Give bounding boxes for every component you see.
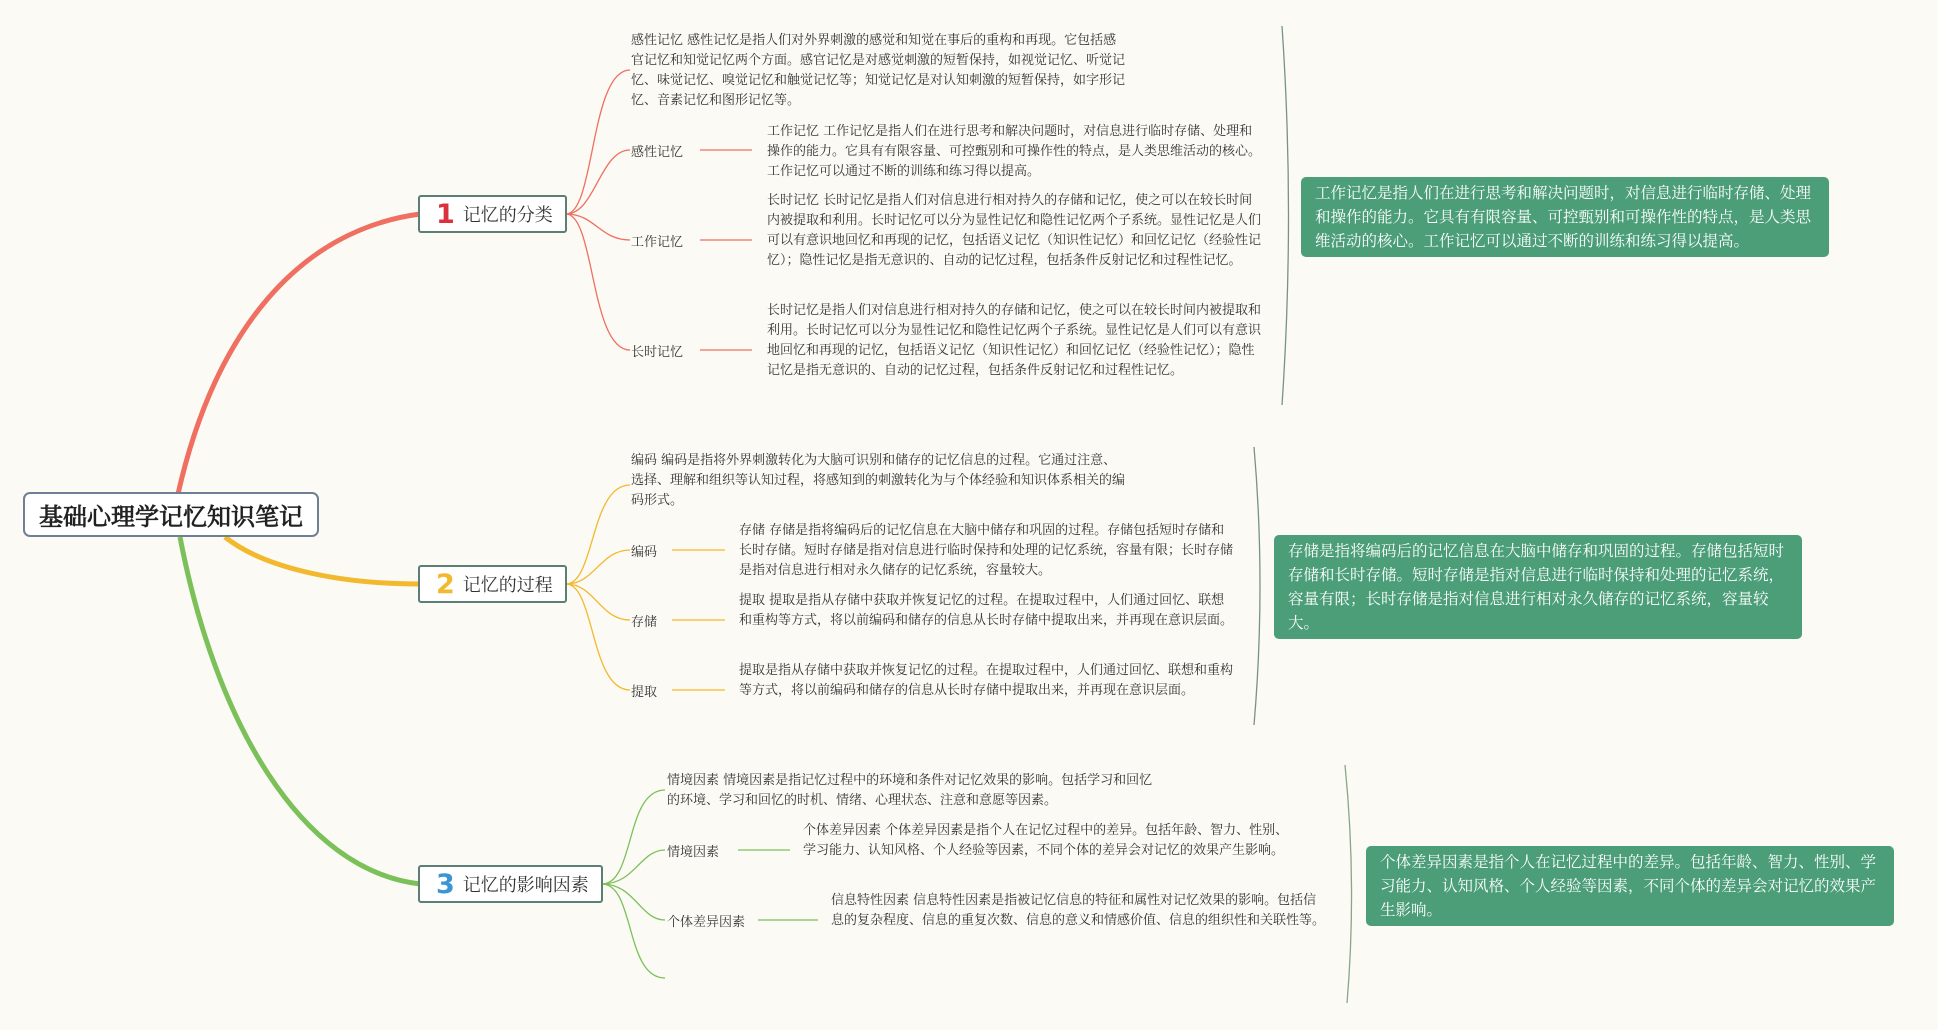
number-badge: 1 (436, 198, 455, 230)
branch-topic-classification[interactable] (418, 195, 567, 233)
node-label[interactable]: 感性记忆 (631, 145, 684, 160)
node-label[interactable]: 工作记忆 (631, 235, 684, 250)
node-text[interactable]: 工作记忆 工作记忆是指人们在进行思考和解决问题时，对信息进行临时存储、处理和操作的能力。它具有有限容量、可控甄别和可操作性的特点，是人类思维活动的核心。工作记忆可以通过不断的训练和练习得以提高。 (767, 124, 1262, 179)
node-label[interactable]: 提取 (631, 685, 658, 700)
node-label[interactable]: 情境因素 (667, 845, 720, 860)
node-text[interactable]: 提取是指从存储中获取并恢复记忆的过程。在提取过程中，人们通过回忆、联想和重构等方式，将以前编码和储存的信息从长时存储中提取出来，并再现在意识层面。 (739, 663, 1234, 698)
root-branch-2-connector (225, 537, 420, 584)
root-branch-3-connector (180, 537, 420, 884)
branch-topic-factors[interactable] (418, 865, 603, 903)
branch-topic-process[interactable] (418, 565, 567, 603)
number-badge: 2 (436, 568, 455, 600)
node-text[interactable]: 提取 提取是指从存储中获取并恢复记忆的过程。在提取过程中，人们通过回忆、联想和重构等方式，将以前编码和储存的信息从长时存储中提取出来，并再现在意识层面。 (739, 593, 1234, 628)
node-text[interactable]: 感性记忆 感性记忆是指人们对外界刺激的感觉和知觉在事后的重构和再现。它包括感官记忆和知觉记忆两个方面。感官记忆是对感觉刺激的短暂保持，如视觉记忆、听觉记忆、味觉记忆、嗅觉记忆和触觉记忆等；知觉记忆是对认知刺激的短暂保持，如字形记忆、音素记忆和图形记忆等。 (631, 33, 1126, 108)
summary-callout[interactable]: 存储是指将编码后的记忆信息在大脑中储存和巩固的过程。存储包括短时存储和长时存储。短时存储是指对信息进行临时保持和处理的记忆系统，容量有限；长时存储是指对信息进行相对永久储存的记忆系统，容量较大。 (1274, 535, 1802, 639)
topic-title: 记忆的分类 (462, 205, 553, 226)
branch-3-connectors (602, 790, 818, 978)
node-label[interactable]: 个体差异因素 (667, 915, 746, 930)
node-text[interactable]: 存储 存储是指将编码后的记忆信息在大脑中储存和巩固的过程。存储包括短时存储和长时存储。短时存储是指对信息进行临时保持和处理的记忆系统，容量有限；长时存储是指对信息进行相对永久储存的记忆系统，容量较大。 (739, 523, 1234, 578)
node-text[interactable]: 信息特性因素 信息特性因素是指被记忆信息的特征和属性对记忆效果的影响。包括信息的复杂程度、信息的重复次数、信息的意义和情感价值、信息的组织性和关联性等。 (831, 893, 1326, 928)
node-text[interactable]: 长时记忆 长时记忆是指人们对信息进行相对持久的存储和记忆，使之可以在较长时间内被提取和利用。长时记忆可以分为显性记忆和隐性记忆两个子系统。显性记忆是人们可以有意识地回忆和再现的记忆，包括语义记忆（知识性记忆）和回忆记忆（经验性记忆）；隐性记忆是指无意识的、自动的记忆过程，包括条件反射记忆和过程性记忆。 (767, 193, 1262, 268)
branch-2-connectors (566, 485, 725, 690)
node-text[interactable]: 情境因素 情境因素是指记忆过程中的环境和条件对记忆效果的影响。包括学习和回忆的环境、学习和回忆的时机、情绪、心理状态、注意和意愿等因素。 (667, 773, 1153, 808)
root-branch-1-connector (178, 214, 420, 494)
branch-1-connectors (566, 70, 752, 350)
root-topic[interactable]: 基础心理学记忆知识笔记 (23, 492, 319, 537)
node-text[interactable]: 长时记忆是指人们对信息进行相对持久的存储和记忆，使之可以在较长时间内被提取和利用。长时记忆可以分为显性记忆和隐性记忆两个子系统。显性记忆是人们可以有意识地回忆和再现的记忆，包括语义记忆（知识性记忆）和回忆记忆（经验性记忆）；隐性记忆是指无意识的、自动的记忆过程，包括条件反射记忆和过程性记忆。 (767, 303, 1262, 378)
node-text[interactable]: 个体差异因素 个体差异因素是指个人在记忆过程中的差异。包括年龄、智力、性别、学习能力、认知风格、个人经验等因素，不同个体的差异会对记忆的效果产生影响。 (803, 823, 1289, 858)
number-badge: 3 (436, 868, 455, 900)
node-label[interactable]: 存储 (631, 615, 658, 630)
summary-callout[interactable]: 工作记忆是指人们在进行思考和解决问题时，对信息进行临时存储、处理和操作的能力。它具有有限容量、可控甄别和可操作性的特点，是人类思维活动的核心。工作记忆可以通过不断的训练和练习得以提高。 (1301, 177, 1829, 257)
node-text[interactable]: 编码 编码是指将外界刺激转化为大脑可识别和储存的记忆信息的过程。它通过注意、选择、理解和组织等认知过程，将感知到的刺激转化为与个体经验和知识体系相关的编码形式。 (631, 453, 1126, 508)
topic-title: 记忆的过程 (462, 575, 553, 596)
topic-title: 记忆的影响因素 (462, 875, 589, 896)
node-label[interactable]: 编码 (631, 545, 658, 560)
node-label[interactable]: 长时记忆 (631, 345, 684, 360)
summary-callout[interactable]: 个体差异因素是指个人在记忆过程中的差异。包括年龄、智力、性别、学习能力、认知风格、个人经验等因素，不同个体的差异会对记忆的效果产生影响。 (1366, 846, 1894, 926)
